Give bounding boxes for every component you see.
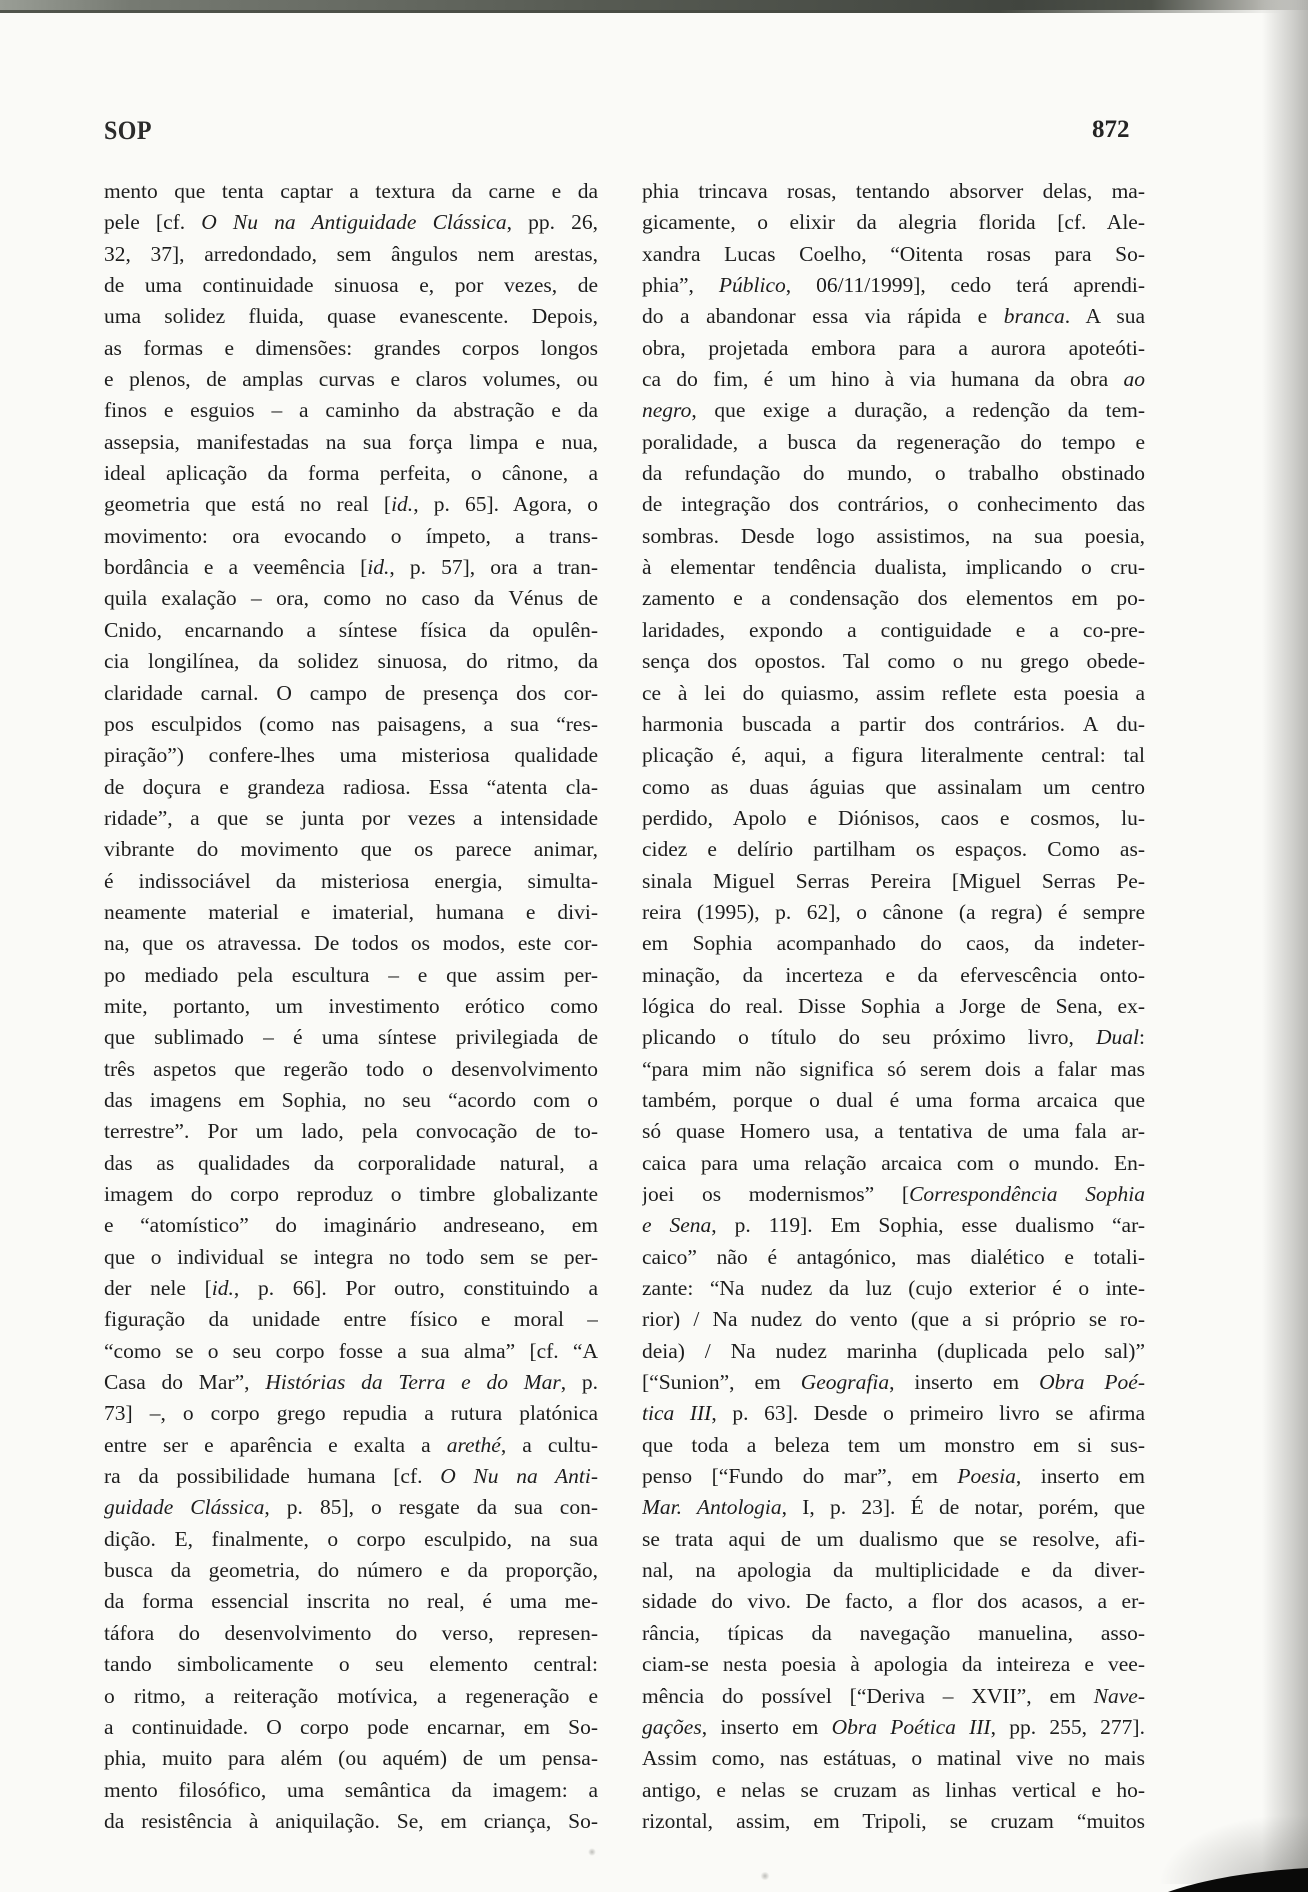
text-line: do a abandonar essa via rápida e branca. A sua	[642, 304, 1145, 329]
text-line: também, porque o dual é uma forma arcaica que	[642, 1087, 1145, 1112]
text-line: da resistência à aniquilação. Se, em criança, So-	[104, 1808, 598, 1833]
text-line: “para mim não significa só serem dois a falar mas	[642, 1056, 1145, 1081]
text-line: ra da possibilidade humana [cf. O Nu na Anti-	[104, 1464, 598, 1489]
text-line: em Sophia acompanhado do caos, da indeter-	[642, 931, 1145, 956]
text-line: mência do possível [“Deriva – XVII”, em Nave-	[642, 1683, 1145, 1708]
text-line: tica III, p. 63]. Desde o primeiro livro se afirma	[642, 1401, 1145, 1426]
text-line: Casa do Mar”, Histórias da Terra e do Mar, p.	[104, 1370, 598, 1395]
text-line: laridades, expondo a contiguidade e a co-pre-	[642, 617, 1145, 642]
text-line: que sublimado – é uma síntese privilegiada de	[104, 1025, 598, 1050]
text-line: phia, muito para além (ou aquém) de um pensa-	[104, 1746, 598, 1771]
text-line: mento que tenta captar a textura da carne e da	[104, 179, 598, 203]
text-line: na, que os atravessa. De todos os modos, este cor-	[104, 931, 598, 956]
text-line: que o individual se integra no todo sem se per-	[104, 1244, 598, 1269]
text-line: das as qualidades da corporalidade natural, a	[104, 1150, 598, 1175]
text-line: três aspetos que regerão todo o desenvolvimento	[104, 1056, 598, 1081]
scan-top-edge-artifact	[0, 0, 1308, 10]
text-line: rior) / Na nudez do vento (que a si próprio se ro-	[642, 1307, 1145, 1332]
text-line: da refundação do mundo, o trabalho obstinado	[642, 461, 1145, 486]
text-line: assepsia, manifestadas na sua força limpa e nua,	[104, 429, 598, 454]
text-line: dição. E, finalmente, o corpo esculpido, na sua	[104, 1526, 598, 1551]
text-line: claridade carnal. O campo de presença dos cor-	[104, 680, 598, 705]
text-line: phia trincava rosas, tentando absorver delas, ma-	[642, 179, 1145, 203]
text-line: mento filosófico, uma semântica da imagem: a	[104, 1777, 598, 1802]
text-line: de uma continuidade sinuosa e, por vezes, de	[104, 273, 598, 298]
text-line: é indissociável da misteriosa energia, simulta-	[104, 868, 598, 893]
text-line: joei os modernismos” [Correspondência Sophia	[642, 1182, 1145, 1206]
text-line: po mediado pela escultura – e que assim per-	[104, 962, 598, 987]
text-line: pos esculpidos (como nas paisagens, a sua “res-	[104, 711, 598, 736]
text-line: guidade Clássica, p. 85], o resgate da sua con-	[104, 1495, 598, 1520]
text-line: bordância e a veemência [id., p. 57], ora a tran-	[104, 555, 598, 580]
text-line: pele [cf. O Nu na Antiguidade Clássica, pp. 26,	[104, 210, 598, 235]
text-line: que toda a beleza tem um monstro em si sus-	[642, 1432, 1145, 1457]
text-line: ca do fim, é um hino à via humana da obra ao	[642, 367, 1145, 392]
text-line: imagem do corpo reproduz o timbre globalizante	[104, 1182, 598, 1206]
text-line: reira (1995), p. 62], o cânone (a regra) é sempre	[642, 899, 1145, 924]
text-line: entre ser e aparência e exalta a arethé, a cultu-	[104, 1432, 598, 1457]
text-line: penso [“Fundo do mar”, em Poesia, inserto em	[642, 1464, 1145, 1489]
text-line: xandra Lucas Coelho, “Oitenta rosas para So-	[642, 241, 1145, 266]
text-line: vibrante do movimento que os parece animar,	[104, 837, 598, 862]
text-line: tando simbolicamente o seu elemento central:	[104, 1652, 598, 1677]
text-line: negro, que exige a duração, a redenção da tem-	[642, 398, 1145, 423]
text-line: harmonia buscada a partir dos contrários. A du-	[642, 711, 1145, 736]
text-line: movimento: ora evocando o ímpeto, a trans-	[104, 523, 598, 548]
text-line: da forma essencial inscrita no real, é uma me-	[104, 1589, 598, 1614]
text-line: rizontal, assim, em Tripoli, se cruzam “muitos	[642, 1808, 1145, 1833]
text-line: ridade”, a que se junta por vezes a intensidade	[104, 805, 598, 830]
scan-speck	[588, 1848, 596, 1856]
text-line: cidez e delírio partilham os espaços. Como as-	[642, 837, 1145, 862]
text-line: caica para uma relação arcaica com o mundo. En-	[642, 1150, 1145, 1175]
text-line: antigo, e nelas se cruzam as linhas vertical e ho-	[642, 1777, 1145, 1802]
text-line: nal, na apologia da multiplicidade e da diver-	[642, 1558, 1145, 1583]
text-line: gicamente, o elixir da alegria florida [cf. Ale-	[642, 210, 1145, 235]
text-line: minação, da incerteza e da efervescência onto-	[642, 962, 1145, 987]
text-line: zamento e a condensação dos elementos em po-	[642, 586, 1145, 611]
text-line: piração”) confere-lhes uma misteriosa qualidade	[104, 743, 598, 768]
text-line: à elementar tendência dualista, implicando o cru-	[642, 555, 1145, 580]
text-line: phia”, Público, 06/11/1999], cedo terá aprendi-	[642, 273, 1145, 298]
text-line: geometria que está no real [id., p. 65]. Agora, o	[104, 492, 598, 517]
text-line: 32, 37], arredondado, sem ângulos nem arestas,	[104, 241, 598, 266]
text-line: sinala Miguel Serras Pereira [Miguel Serras Pe-	[642, 868, 1145, 893]
text-line: cia longilínea, da solidez sinuosa, do ritmo, da	[104, 649, 598, 674]
text-line: ce à lei do quiasmo, assim reflete esta poesia a	[642, 680, 1145, 705]
text-line: e plenos, de amplas curvas e claros volumes, ou	[104, 367, 598, 392]
text-line: só quase Homero usa, a tentativa de uma fala ar-	[642, 1119, 1145, 1144]
text-line: ciam-se nesta poesia à apologia da inteireza e vee-	[642, 1652, 1145, 1677]
text-line: der nele [id., p. 66]. Por outro, constituindo a	[104, 1276, 598, 1301]
text-line: obra, projetada embora para a aurora apoteóti-	[642, 335, 1145, 360]
text-line: perdido, Apolo e Diónisos, caos e cosmos, lu-	[642, 805, 1145, 830]
page-edge-shadow	[1262, 0, 1308, 1892]
text-line: táfora do desenvolvimento do verso, represen-	[104, 1620, 598, 1645]
text-line: o ritmo, a reiteração motívica, a regeneração e	[104, 1683, 598, 1708]
scan-speck	[760, 1872, 770, 1880]
text-line: e “atomístico” do imaginário andreseano, em	[104, 1213, 598, 1238]
text-line: sidade do vivo. De facto, a flor dos acasos, a er-	[642, 1589, 1145, 1614]
text-line: como as duas águias que assinalam um centro	[642, 774, 1145, 799]
text-line: finos e esguios – a caminho da abstração e da	[104, 398, 598, 423]
running-head: SOP	[104, 116, 152, 145]
page-number: 872	[1092, 116, 1130, 143]
text-line: Mar. Antologia, I, p. 23]. É de notar, porém, que	[642, 1495, 1145, 1520]
scan-corner-artifact	[1168, 1862, 1308, 1892]
text-line: lógica do real. Disse Sophia a Jorge de Sena, ex-	[642, 993, 1145, 1018]
text-line: de doçura e grandeza radiosa. Essa “atenta cla-	[104, 774, 598, 799]
text-line: gações, inserto em Obra Poética III, pp. 255, 277].	[642, 1714, 1145, 1739]
text-line: [“Sunion”, em Geografia, inserto em Obra Poé-	[642, 1370, 1145, 1395]
scan-top-edge-line	[0, 10, 1282, 13]
text-line: Cnido, encarnando a síntese física da opulên-	[104, 617, 598, 642]
text-line: plicação é, aqui, a figura literalmente central: tal	[642, 743, 1145, 768]
text-line: plicando o título do seu próximo livro, Dual:	[642, 1025, 1145, 1050]
text-line: “como se o seu corpo fosse a sua alma” [cf. “A	[104, 1338, 598, 1363]
text-line: das imagens em Sophia, no seu “acordo com o	[104, 1087, 598, 1112]
text-line: e Sena, p. 119]. Em Sophia, esse dualismo “ar-	[642, 1213, 1145, 1238]
text-line: terrestre”. Por um lado, pela convocação de to-	[104, 1119, 598, 1144]
text-line: 73] –, o corpo grego repudia a rutura platónica	[104, 1401, 598, 1426]
text-line: uma solidez fluida, quase evanescente. Depois,	[104, 304, 598, 329]
text-line: sença dos opostos. Tal como o nu grego obede-	[642, 649, 1145, 674]
text-line: as formas e dimensões: grandes corpos longos	[104, 335, 598, 360]
text-line: sombras. Desde logo assistimos, na sua poesia,	[642, 523, 1145, 548]
text-line: se trata aqui de um dualismo que se resolve, afi-	[642, 1526, 1145, 1551]
text-line: caico” não é antagónico, mas dialético e totali-	[642, 1244, 1145, 1269]
text-line: busca da geometria, do número e da proporção,	[104, 1558, 598, 1583]
text-line: zante: “Na nudez da luz (cujo exterior é o inte-	[642, 1276, 1145, 1301]
text-line: deia) / Na nudez marinha (duplicada pelo sal)”	[642, 1338, 1145, 1363]
text-line: neamente material e imaterial, humana e divi-	[104, 899, 598, 924]
left-column-text	[104, 176, 598, 1837]
text-line: quila exalação – ora, como no caso da Vénus de	[104, 586, 598, 611]
text-line: Assim como, nas estátuas, o matinal vive no mais	[642, 1746, 1145, 1771]
text-line: de integração dos contrários, o conhecimento das	[642, 492, 1145, 517]
text-line: rância, típicas da navegação manuelina, asso-	[642, 1620, 1145, 1645]
text-line: a continuidade. O corpo pode encarnar, em So-	[104, 1714, 598, 1739]
text-line: ideal aplicação da forma perfeita, o cânone, a	[104, 461, 598, 486]
right-column-text	[642, 176, 1145, 1837]
text-line: poralidade, a busca da regeneração do tempo e	[642, 429, 1145, 454]
text-line: figuração da unidade entre físico e moral –	[104, 1307, 598, 1332]
text-line: mite, portanto, um investimento erótico como	[104, 993, 598, 1018]
